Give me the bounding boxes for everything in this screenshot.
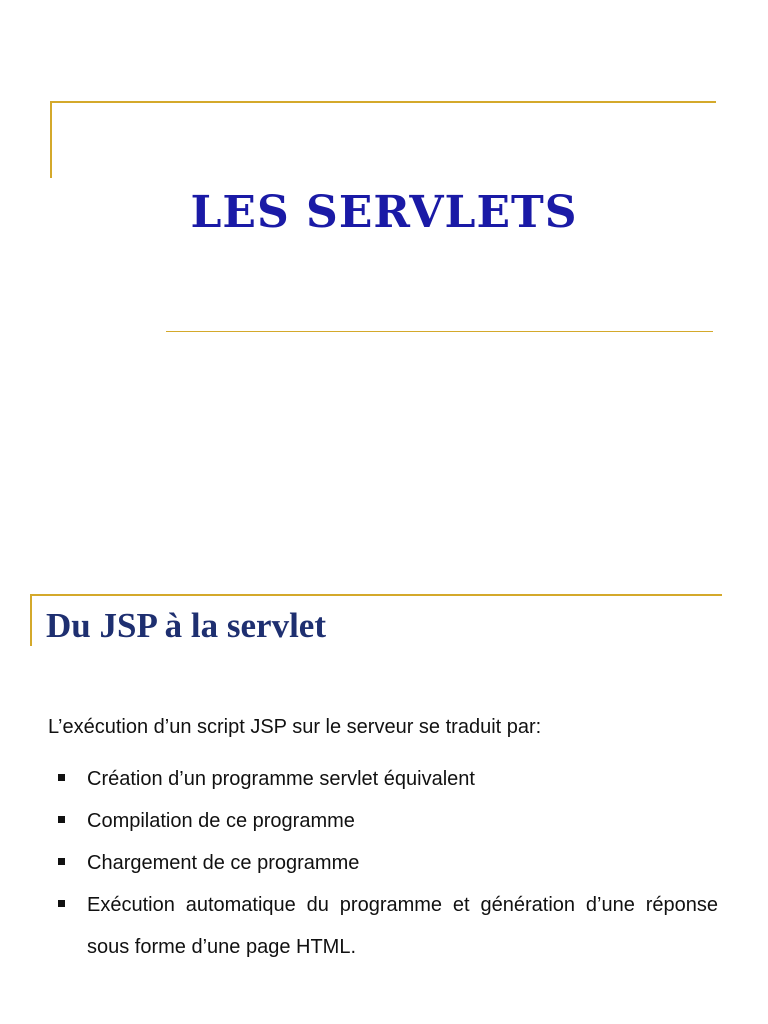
intro-paragraph: L’exécution d’un script JSP sur le serveur se traduit par: xyxy=(48,716,542,738)
list-item xyxy=(56,758,718,800)
list-item-text: Chargement de ce programme xyxy=(87,852,360,874)
list-item-text: Compilation de ce programme xyxy=(87,810,355,832)
slide-heading: Du JSP à la servlet xyxy=(46,606,326,645)
list-item xyxy=(56,842,718,884)
top-accent-rule xyxy=(30,594,722,596)
slide-title: LES SERVLETS xyxy=(190,187,578,238)
left-accent-rule xyxy=(50,101,52,178)
square-bullet-icon xyxy=(58,816,65,823)
top-accent-rule xyxy=(50,101,716,103)
square-bullet-icon xyxy=(58,774,65,781)
list-item-text: Exécution automatique du programme et génération d’une réponse sous forme d’une page HTML. xyxy=(87,894,718,958)
list-item xyxy=(56,884,718,968)
left-accent-rule xyxy=(30,594,32,646)
square-bullet-icon xyxy=(58,900,65,907)
content-slide xyxy=(0,560,768,1024)
bottom-accent-rule xyxy=(166,331,713,332)
list-item-text: Création d’un programme servlet équivalent xyxy=(87,768,475,790)
square-bullet-icon xyxy=(58,858,65,865)
bullet-list xyxy=(56,758,718,968)
list-item xyxy=(56,800,718,842)
